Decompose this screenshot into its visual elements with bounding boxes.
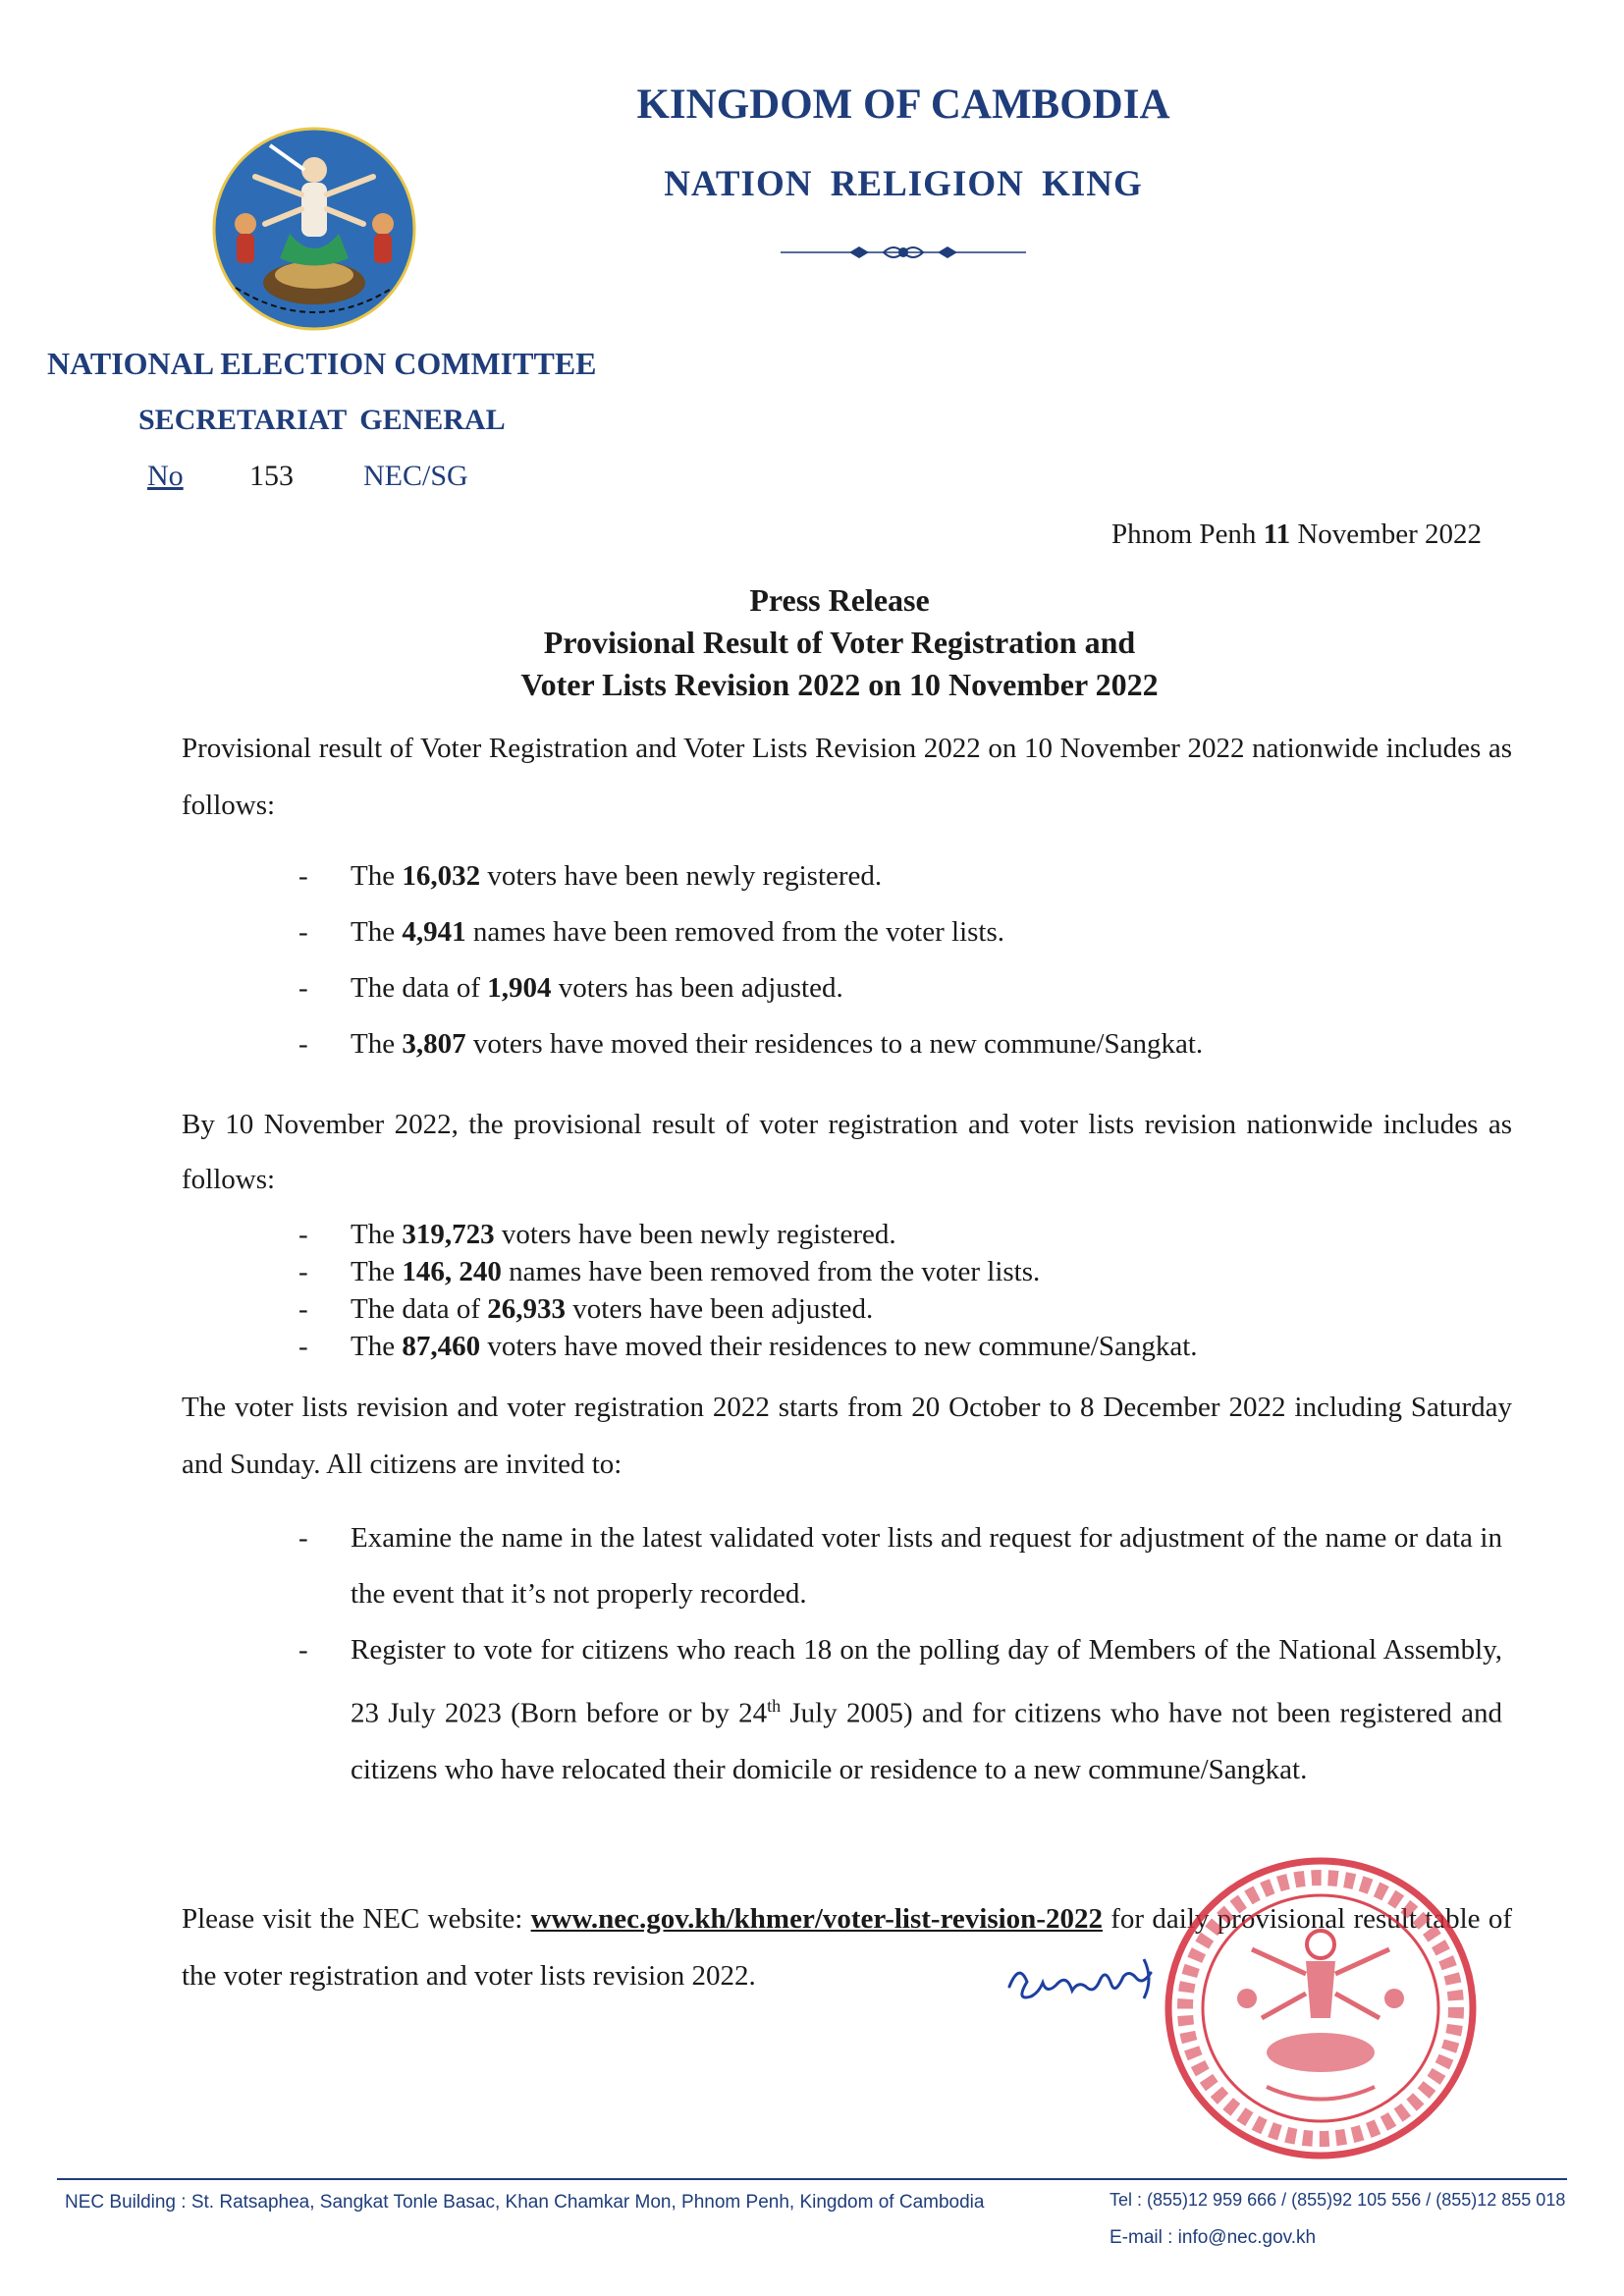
list-item: - The 146, 240 names have been removed from the voter lists. [298, 1256, 1041, 1287]
national-motto: NATION RELIGION KING [664, 164, 1143, 204]
footer-telephone: Tel : (855)12 959 666 / (855)92 105 556 / (855)12 855 018 [1110, 2190, 1566, 2210]
invitation-list [299, 1510, 1502, 1798]
list-item: - The 87,460 voters have moved their residences to new commune/Sangkat. [298, 1331, 1198, 1362]
date-place: Phnom Penh [1111, 519, 1257, 550]
reference-number [147, 460, 468, 493]
footer-address: NEC Building : St. Ratsaphea, Sangkat Tonle Basac, Khan Chamkar Mon, Phnom Penh, Kingdom of Cambodia [65, 2192, 985, 2213]
list-item: - The 4,941 names have been removed from the voter lists. [298, 916, 1005, 948]
title-line-2: Provisional Result of Voter Registration and [543, 625, 1136, 660]
list-item: - The 16,032 voters have been newly registered. [298, 860, 883, 892]
organization-name: NATIONAL ELECTION COMMITTEE [47, 346, 597, 381]
number-sign: No [147, 460, 184, 492]
department-name: SECRETARIAT GENERAL [138, 404, 506, 436]
ornament-divider-icon [781, 238, 1026, 267]
list-item: - Register to vote for citizens who reach 18 on the polling day of Members of the National Assembly, 23 July 2023 (Born before or by 24th July 2005) and for citizens who have not been registered and citizens who have relocated their domicile or residence to a new commune/Sangkat. [298, 1634, 1502, 1785]
official-seal-icon [1159, 1851, 1483, 2165]
cumulative-intro: By 10 November 2022, the provisional result of voter registration and voter lists revision nationwide includes as follows: [182, 1109, 1512, 1195]
closing-paragraph: Please visit the NEC website: www.nec.gov.kh/khmer/voter-list-revision-2022 for daily provisional result table of the voter registration and voter lists revision 2022. [182, 1903, 1512, 1992]
title-line-3: Voter Lists Revision 2022 on 10 November 2022 [520, 667, 1159, 702]
kingdom-heading: KINGDOM OF CAMBODIA [636, 82, 1170, 128]
reference-value: 153 [249, 460, 294, 492]
date-month-year: November 2022 [1297, 519, 1482, 550]
list-item: - The 319,723 voters have been newly registered. [298, 1219, 896, 1250]
title-line-1: Press Release [749, 582, 930, 618]
list-item: - Examine the name in the latest validated voter lists and request for adjustment of the name or data in the event that it’s not properly recorded. [298, 1522, 1502, 1610]
nec-emblem-icon [211, 126, 417, 332]
list-item: - The data of 26,933 voters have been adjusted. [298, 1293, 874, 1325]
date-day: 11 [1263, 519, 1291, 550]
list-item: - The 3,807 voters have moved their residences to a new commune/Sangkat. [298, 1028, 1204, 1060]
nec-website-link[interactable]: www.nec.gov.kh/khmer/voter-list-revision-2022 [530, 1903, 1103, 1935]
date-line [1111, 519, 1482, 551]
list-item: - The data of 1,904 voters has been adjusted. [298, 972, 843, 1004]
press-release-title [196, 579, 1483, 706]
footer-email: E-mail : info@nec.gov.kh [1110, 2227, 1317, 2248]
cumulative-results-list [299, 1216, 1517, 1365]
reference-code: NEC/SG [363, 460, 468, 492]
footer-divider [57, 2178, 1567, 2180]
daily-results-list [299, 848, 1517, 1072]
schedule-intro: The voter lists revision and voter registration 2022 starts from 20 October to 8 December 2022 including Saturday and Sunday. All citizens are invited to: [182, 1392, 1512, 1480]
daily-intro: Provisional result of Voter Registration and Voter Lists Revision 2022 on 10 November 2022 nationwide includes as follows: [182, 733, 1512, 821]
